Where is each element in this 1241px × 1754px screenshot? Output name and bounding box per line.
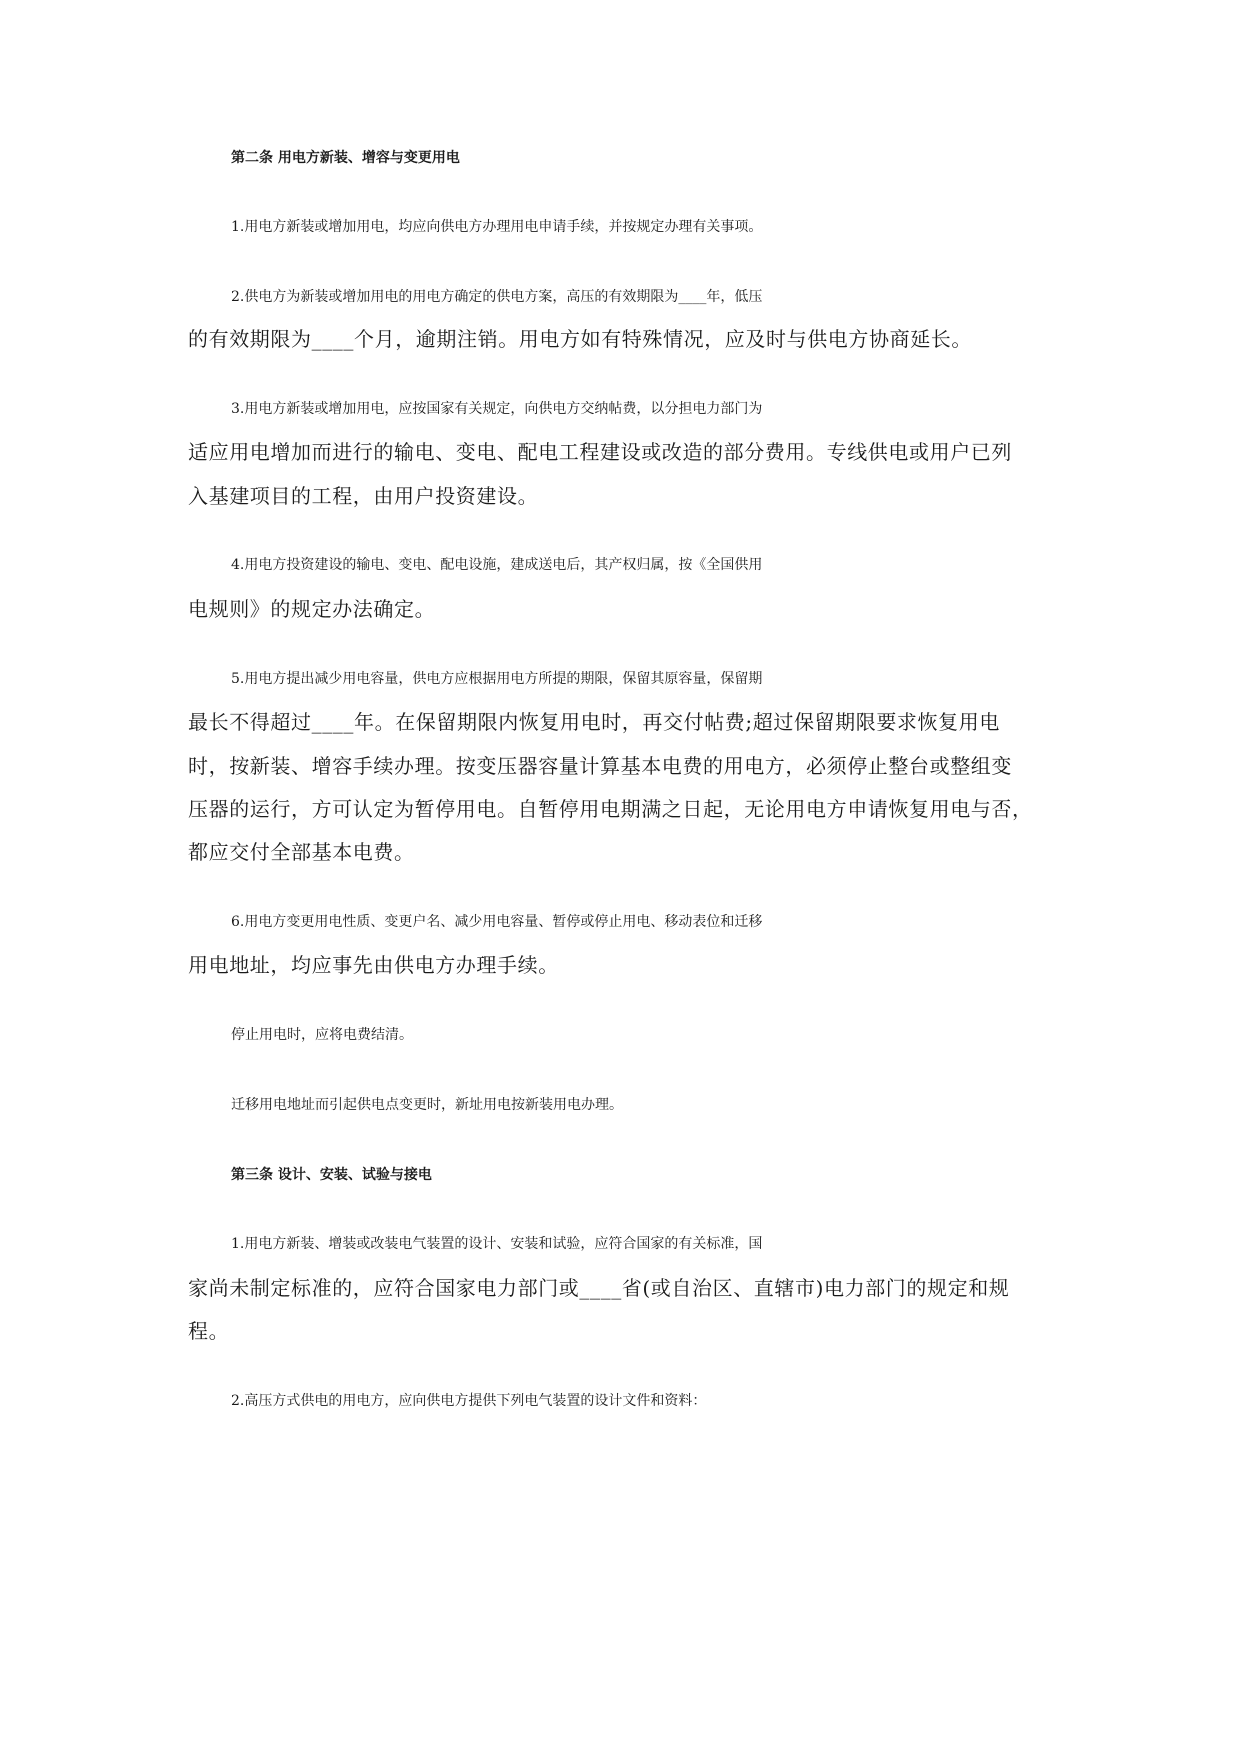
paragraph-line: 最长不得超过____年。在保留期限内恢复用电时，再交付帖费;超过保留期限要求恢复用电 (188, 710, 1000, 734)
paragraph-line: 家尚未制定标准的，应符合国家电力部门或____省(或自治区、直辖市)电力部门的规定和规 (188, 1276, 1010, 1300)
paragraph-line: 适应用电增加而进行的输电、变电、配电工程建设或改造的部分费用。专线供电或用户已列 (188, 440, 1012, 464)
section-heading-2: 第二条 用电方新装、增容与变更用电 (231, 150, 460, 166)
paragraph-line: 入基建项目的工程，由用户投资建设。 (188, 484, 539, 508)
paragraph-line: 的有效期限为____个月，逾期注销。用电方如有特殊情况，应及时与供电方协商延长。 (188, 327, 972, 351)
paragraph-line: 1.用电方新装、增装或改装电气装置的设计、安装和试验，应符合国家的有关标准，国 (231, 1236, 763, 1252)
paragraph-line: 停止用电时，应将电费结清。 (231, 1027, 413, 1043)
paragraph-line: 时，按新装、增容手续办理。按变压器容量计算基本电费的用电方，必须停止整台或整组变 (188, 754, 1012, 778)
paragraph-line: 2.高压方式供电的用电方，应向供电方提供下列电气装置的设计文件和资料： (231, 1393, 707, 1409)
paragraph-line: 1.用电方新装或增加用电，均应向供电方办理用电申请手续，并按规定办理有关事项。 (231, 219, 763, 235)
paragraph-line: 5.用电方提出减少用电容量，供电方应根据用电方所提的期限，保留其原容量，保留期 (231, 671, 763, 687)
paragraph-line: 程。 (188, 1319, 230, 1343)
paragraph-line: 迁移用电地址而引起供电点变更时，新址用电按新装用电办理。 (231, 1097, 623, 1113)
paragraph-line: 压器的运行，方可认定为暂停用电。自暂停用电期满之日起，无论用电方申请恢复用电与否， (188, 797, 1033, 821)
paragraph-line: 电规则》的规定办法确定。 (188, 597, 436, 621)
paragraph-line: 3.用电方新装或增加用电，应按国家有关规定，向供电方交纳帖费，以分担电力部门为 (231, 401, 763, 417)
paragraph-line: 2.供电方为新装或增加用电的用电方确定的供电方案，高压的有效期限为____年，低压 (231, 289, 763, 305)
section-heading-3: 第三条 设计、安装、试验与接电 (231, 1167, 432, 1183)
paragraph-line: 用电地址，均应事先由供电方办理手续。 (188, 953, 559, 977)
paragraph-line: 4.用电方投资建设的输电、变电、配电设施，建成送电后，其产权归属，按《全国供用 (231, 557, 763, 573)
paragraph-line: 都应交付全部基本电费。 (188, 840, 415, 864)
paragraph-line: 6.用电方变更用电性质、变更户名、减少用电容量、暂停或停止用电、移动表位和迁移 (231, 914, 763, 930)
